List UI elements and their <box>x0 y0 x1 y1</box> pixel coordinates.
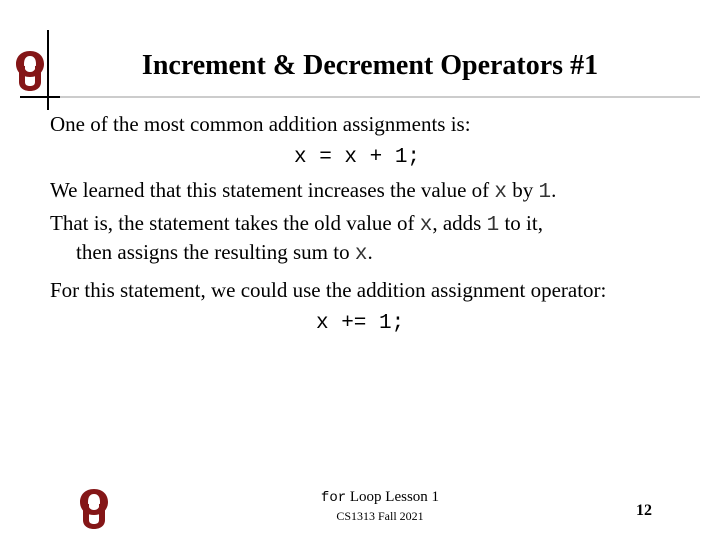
body-line-1 <box>50 114 471 135</box>
header-horizontal-rule <box>20 96 700 98</box>
body-line-4 <box>76 242 373 265</box>
body-line-3 <box>50 213 543 236</box>
footer-lesson-code: for <box>320 490 347 506</box>
body-text: , adds <box>432 211 482 235</box>
footer-course: CS1313 Fall 2021 <box>336 509 424 523</box>
code-line-1 <box>294 147 420 168</box>
body-text: For this statement, we could use the addition assignment operator: <box>50 278 607 302</box>
body-text: We learned that this statement increases the value of <box>50 178 490 202</box>
header-horizontal-rule-accent <box>20 96 60 98</box>
code-text: x += 1; <box>316 312 405 335</box>
code-line-2 <box>316 313 404 334</box>
body-text: to it, <box>504 211 543 235</box>
footer-lesson-text: Loop Lesson 1 <box>349 489 440 505</box>
body-text: That is, the statement takes the old value of <box>50 211 415 235</box>
body-text: then assigns the resulting sum to <box>76 240 350 264</box>
body-text-period: . <box>551 178 557 202</box>
code-text: x = x + 1; <box>294 146 421 169</box>
inline-code-x: x <box>494 181 507 204</box>
body-text: One of the most common addition assignments is: <box>50 112 471 136</box>
footer-logo-icon <box>78 487 110 529</box>
page-number: 12 <box>636 502 652 519</box>
body-line-2 <box>50 180 556 203</box>
slide-title: Increment & Decrement Operators #1 <box>141 50 599 81</box>
body-text-period: . <box>367 240 373 264</box>
body-text: by <box>512 178 534 202</box>
inline-code-x: x <box>419 214 433 237</box>
inline-code-x: x <box>354 243 368 266</box>
body-line-5 <box>50 280 606 301</box>
inline-code-1: 1 <box>538 181 552 204</box>
inline-code-1: 1 <box>486 214 500 237</box>
footer-lesson-title <box>250 489 510 506</box>
